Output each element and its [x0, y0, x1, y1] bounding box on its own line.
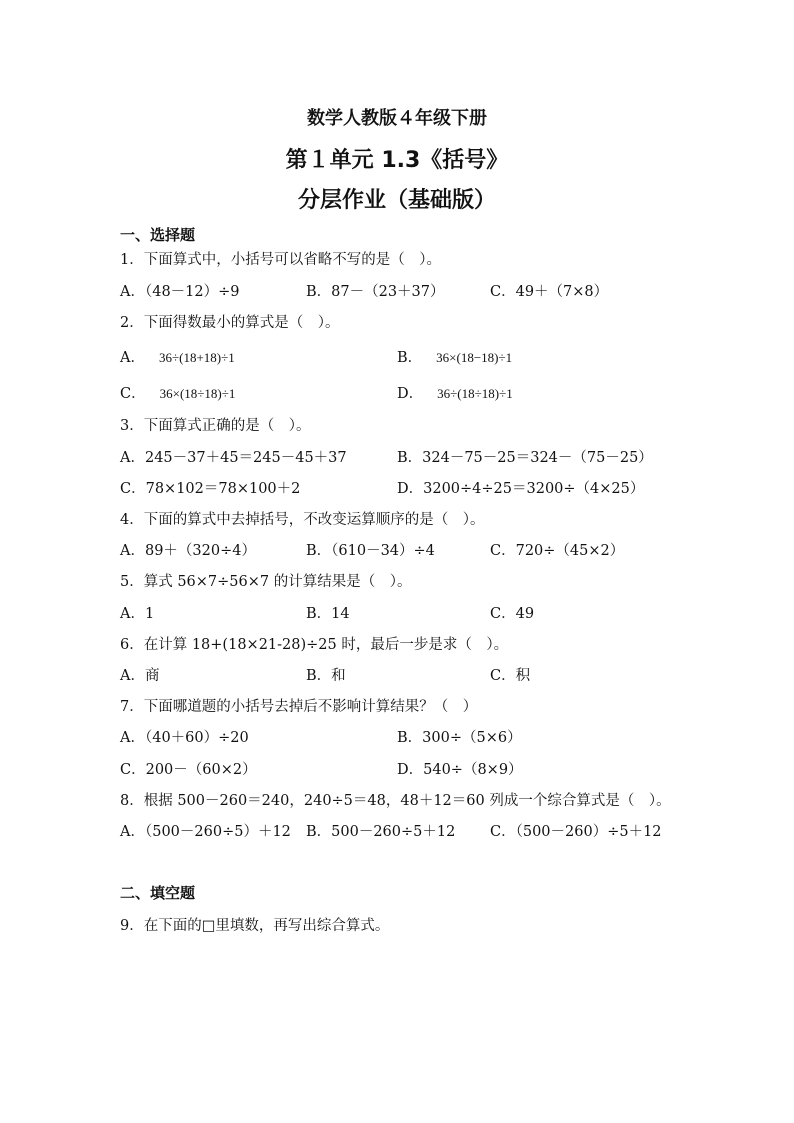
question-8-stem: 8．根据 500－260＝240，240÷5＝48，48＋12＝60 列成一个综合算式是（ ）。 [120, 793, 671, 809]
question-1-stem: 1．下面算式中，小括号可以省略不写的是（ ）。 [120, 252, 441, 268]
question-2-option-a [120, 346, 235, 367]
question-7-option-c: C．200－（60×2） [120, 762, 257, 778]
math-expression: 36×(18÷18)÷1 [159, 386, 236, 401]
question-2-option-d [397, 382, 513, 403]
math-expression: 36÷(18÷18)÷1 [437, 386, 513, 401]
math-expression: 36÷(18+18)÷1 [158, 350, 235, 365]
question-6-option-a: A．商 [120, 668, 160, 684]
question-5-option-b: B．14 [306, 606, 350, 622]
question-7-option-b: B．300÷（5×6） [397, 730, 522, 746]
question-6-stem: 6．在计算 18+(18×21-28)÷25 时，最后一步是求（ ）。 [120, 637, 509, 653]
section-choice-heading: 一、选择题 [120, 226, 196, 244]
question-9-stem: 9．在下面的□里填数，再写出综合算式。 [120, 918, 390, 934]
question-5-option-a: A．1 [120, 606, 155, 622]
question-6-option-b: B．和 [306, 668, 346, 684]
question-8-option-a: A．（500－260÷5）＋12 [120, 824, 291, 840]
question-4-option-a: A．89＋（320÷4） [120, 543, 256, 559]
question-3-option-a: A．245－37＋45＝245－45＋37 [120, 450, 347, 466]
question-7-option-a: A．（40＋60）÷20 [120, 730, 249, 746]
question-2-option-c [120, 382, 235, 403]
question-4-option-c: C．720÷（45×2） [490, 543, 625, 559]
homework-title: 分层作业（基础版） [297, 188, 496, 213]
unit-title: 第１单元 1.3《括号》 [285, 148, 509, 173]
section-fill-heading: 二、填空题 [120, 884, 196, 902]
question-4-stem: 4．下面的算式中去掉括号，不改变运算顺序的是（ ）。 [120, 512, 485, 528]
question-2-option-b [397, 346, 512, 367]
question-5-stem: 5．算式 56×7÷56×7 的计算结果是（ ）。 [120, 574, 412, 590]
math-expression: 36×(18−18)÷1 [436, 350, 513, 365]
question-8-option-c: C．（500－260）÷5＋12 [490, 824, 662, 840]
question-3-option-b: B．324－75－25＝324－（75－25） [397, 450, 653, 466]
question-2-stem: 2．下面得数最小的算式是（ ）。 [120, 315, 340, 331]
question-3-option-d: D．3200÷4÷25＝3200÷（4×25） [397, 481, 645, 497]
textbook-title: 数学人教版４年级下册 [307, 108, 487, 129]
question-1-option-a: A．（48－12）÷9 [120, 284, 240, 300]
question-3-option-c: C．78×102＝78×100＋2 [120, 481, 301, 497]
question-8-option-b: B．500－260÷5＋12 [306, 824, 456, 840]
option-letter: A． [120, 350, 145, 366]
question-1-option-c: C．49＋（7×8） [490, 284, 609, 300]
question-6-option-c: C．积 [490, 668, 531, 684]
question-4-option-b: B．（610－34）÷4 [306, 543, 435, 559]
question-7-stem: 7．下面哪道题的小括号去掉后不影响计算结果？（ ） [120, 699, 478, 715]
question-5-option-c: C．49 [490, 606, 535, 622]
option-letter: D． [397, 386, 424, 402]
question-7-option-d: D．540÷（8×9） [397, 762, 523, 778]
option-letter: C． [120, 386, 146, 402]
question-1-option-b: B．87－（23＋37） [306, 284, 445, 300]
option-letter: B． [397, 350, 423, 366]
question-3-stem: 3．下面算式正确的是（ ）。 [120, 418, 311, 434]
